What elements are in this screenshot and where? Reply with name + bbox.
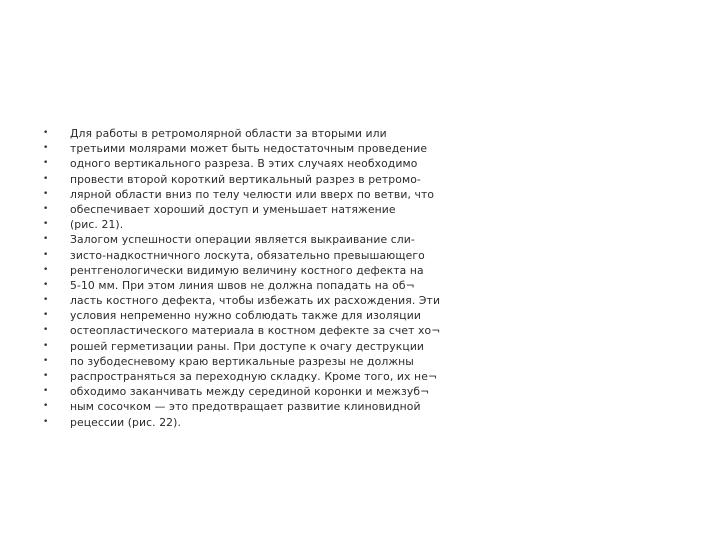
line-text: рошей герметизации раны. При доступе к очагу деструкции xyxy=(70,339,425,353)
bullet-icon: • xyxy=(43,188,49,199)
text-line xyxy=(40,156,420,171)
text-line xyxy=(40,141,428,156)
bullet-icon: • xyxy=(43,249,49,260)
text-line xyxy=(40,217,420,232)
line-text: зисто-надкостничного лоскута, обязательно превышающего xyxy=(70,248,425,262)
line-text: распространяться за переходную складку. Кроме того, их не¬ xyxy=(70,370,438,383)
text-line xyxy=(40,202,420,217)
line-text: ным сосочком — это предотвращает развитие клиновидной xyxy=(70,400,421,414)
text-line xyxy=(40,293,441,308)
bulleted-text-block xyxy=(40,126,441,430)
line-text: рецессии (рис. 22). xyxy=(70,415,181,429)
line-text: остеопластического материала в костном дефекте за счет хо¬ xyxy=(70,324,441,338)
text-line xyxy=(40,339,425,354)
text-line xyxy=(40,126,420,141)
line-text: Для работы в ретромолярной области за вторыми или xyxy=(70,127,387,140)
line-text: ласть костного дефекта, чтобы избежать их расхождения. Эти xyxy=(70,294,441,308)
text-line xyxy=(40,278,420,293)
bullet-icon: • xyxy=(43,325,49,336)
line-text: обходимо заканчивать между серединой коронки и межзуб¬ xyxy=(70,385,430,399)
bullet-icon: • xyxy=(43,340,49,351)
line-text: обеспечивает хороший доступ и уменьшает натяжение xyxy=(70,202,396,216)
text-line xyxy=(40,415,420,430)
line-text: рентгенологически видимую величину костного дефекта на xyxy=(70,263,424,277)
text-line xyxy=(40,248,425,263)
bullet-icon: • xyxy=(43,355,49,366)
bullet-icon: • xyxy=(43,371,49,381)
line-text: 5-10 мм. При этом линия швов не должна попадать на об¬ xyxy=(70,278,415,292)
bullet-icon: • xyxy=(43,158,49,169)
line-text: третьими молярами может быть недостаточным проведение xyxy=(70,142,428,156)
text-line xyxy=(40,369,438,384)
bullet-icon: • xyxy=(43,264,49,275)
bullet-icon: • xyxy=(43,128,49,138)
line-text: Залогом успешности операции является выкраивание сли- xyxy=(70,233,415,247)
bullet-icon: • xyxy=(43,234,49,245)
line-text: одного вертикального разреза. В этих случаях необходимо xyxy=(70,157,418,171)
line-text: лярной области вниз по телу челюсти или вверх по ветви, что xyxy=(70,187,435,201)
line-text: условия непременно нужно соблюдать также для изоляции xyxy=(70,309,421,323)
text-line xyxy=(40,187,435,202)
text-line xyxy=(40,263,424,278)
text-line xyxy=(40,323,441,338)
bullet-icon: • xyxy=(43,173,49,184)
bullet-icon: • xyxy=(43,219,49,230)
bullet-icon: • xyxy=(43,310,49,321)
line-text: по зубодесневому краю вертикальные разрезы не должны xyxy=(70,354,414,368)
line-text: (рис. 21). xyxy=(70,218,124,232)
bullet-icon: • xyxy=(43,143,49,154)
bullet-icon: • xyxy=(43,295,49,306)
bullet-icon: • xyxy=(43,203,49,214)
bullet-icon: • xyxy=(43,279,49,290)
bullet-icon: • xyxy=(43,386,49,397)
text-line xyxy=(40,399,420,414)
text-line xyxy=(40,354,420,369)
bullet-icon: • xyxy=(43,401,49,412)
text-line xyxy=(40,172,420,187)
text-line xyxy=(40,308,420,323)
text-line xyxy=(40,232,420,247)
text-line xyxy=(40,384,430,399)
line-text: провести второй короткий вертикальный разрез в ретромо- xyxy=(70,172,421,186)
bullet-icon: • xyxy=(43,416,49,427)
